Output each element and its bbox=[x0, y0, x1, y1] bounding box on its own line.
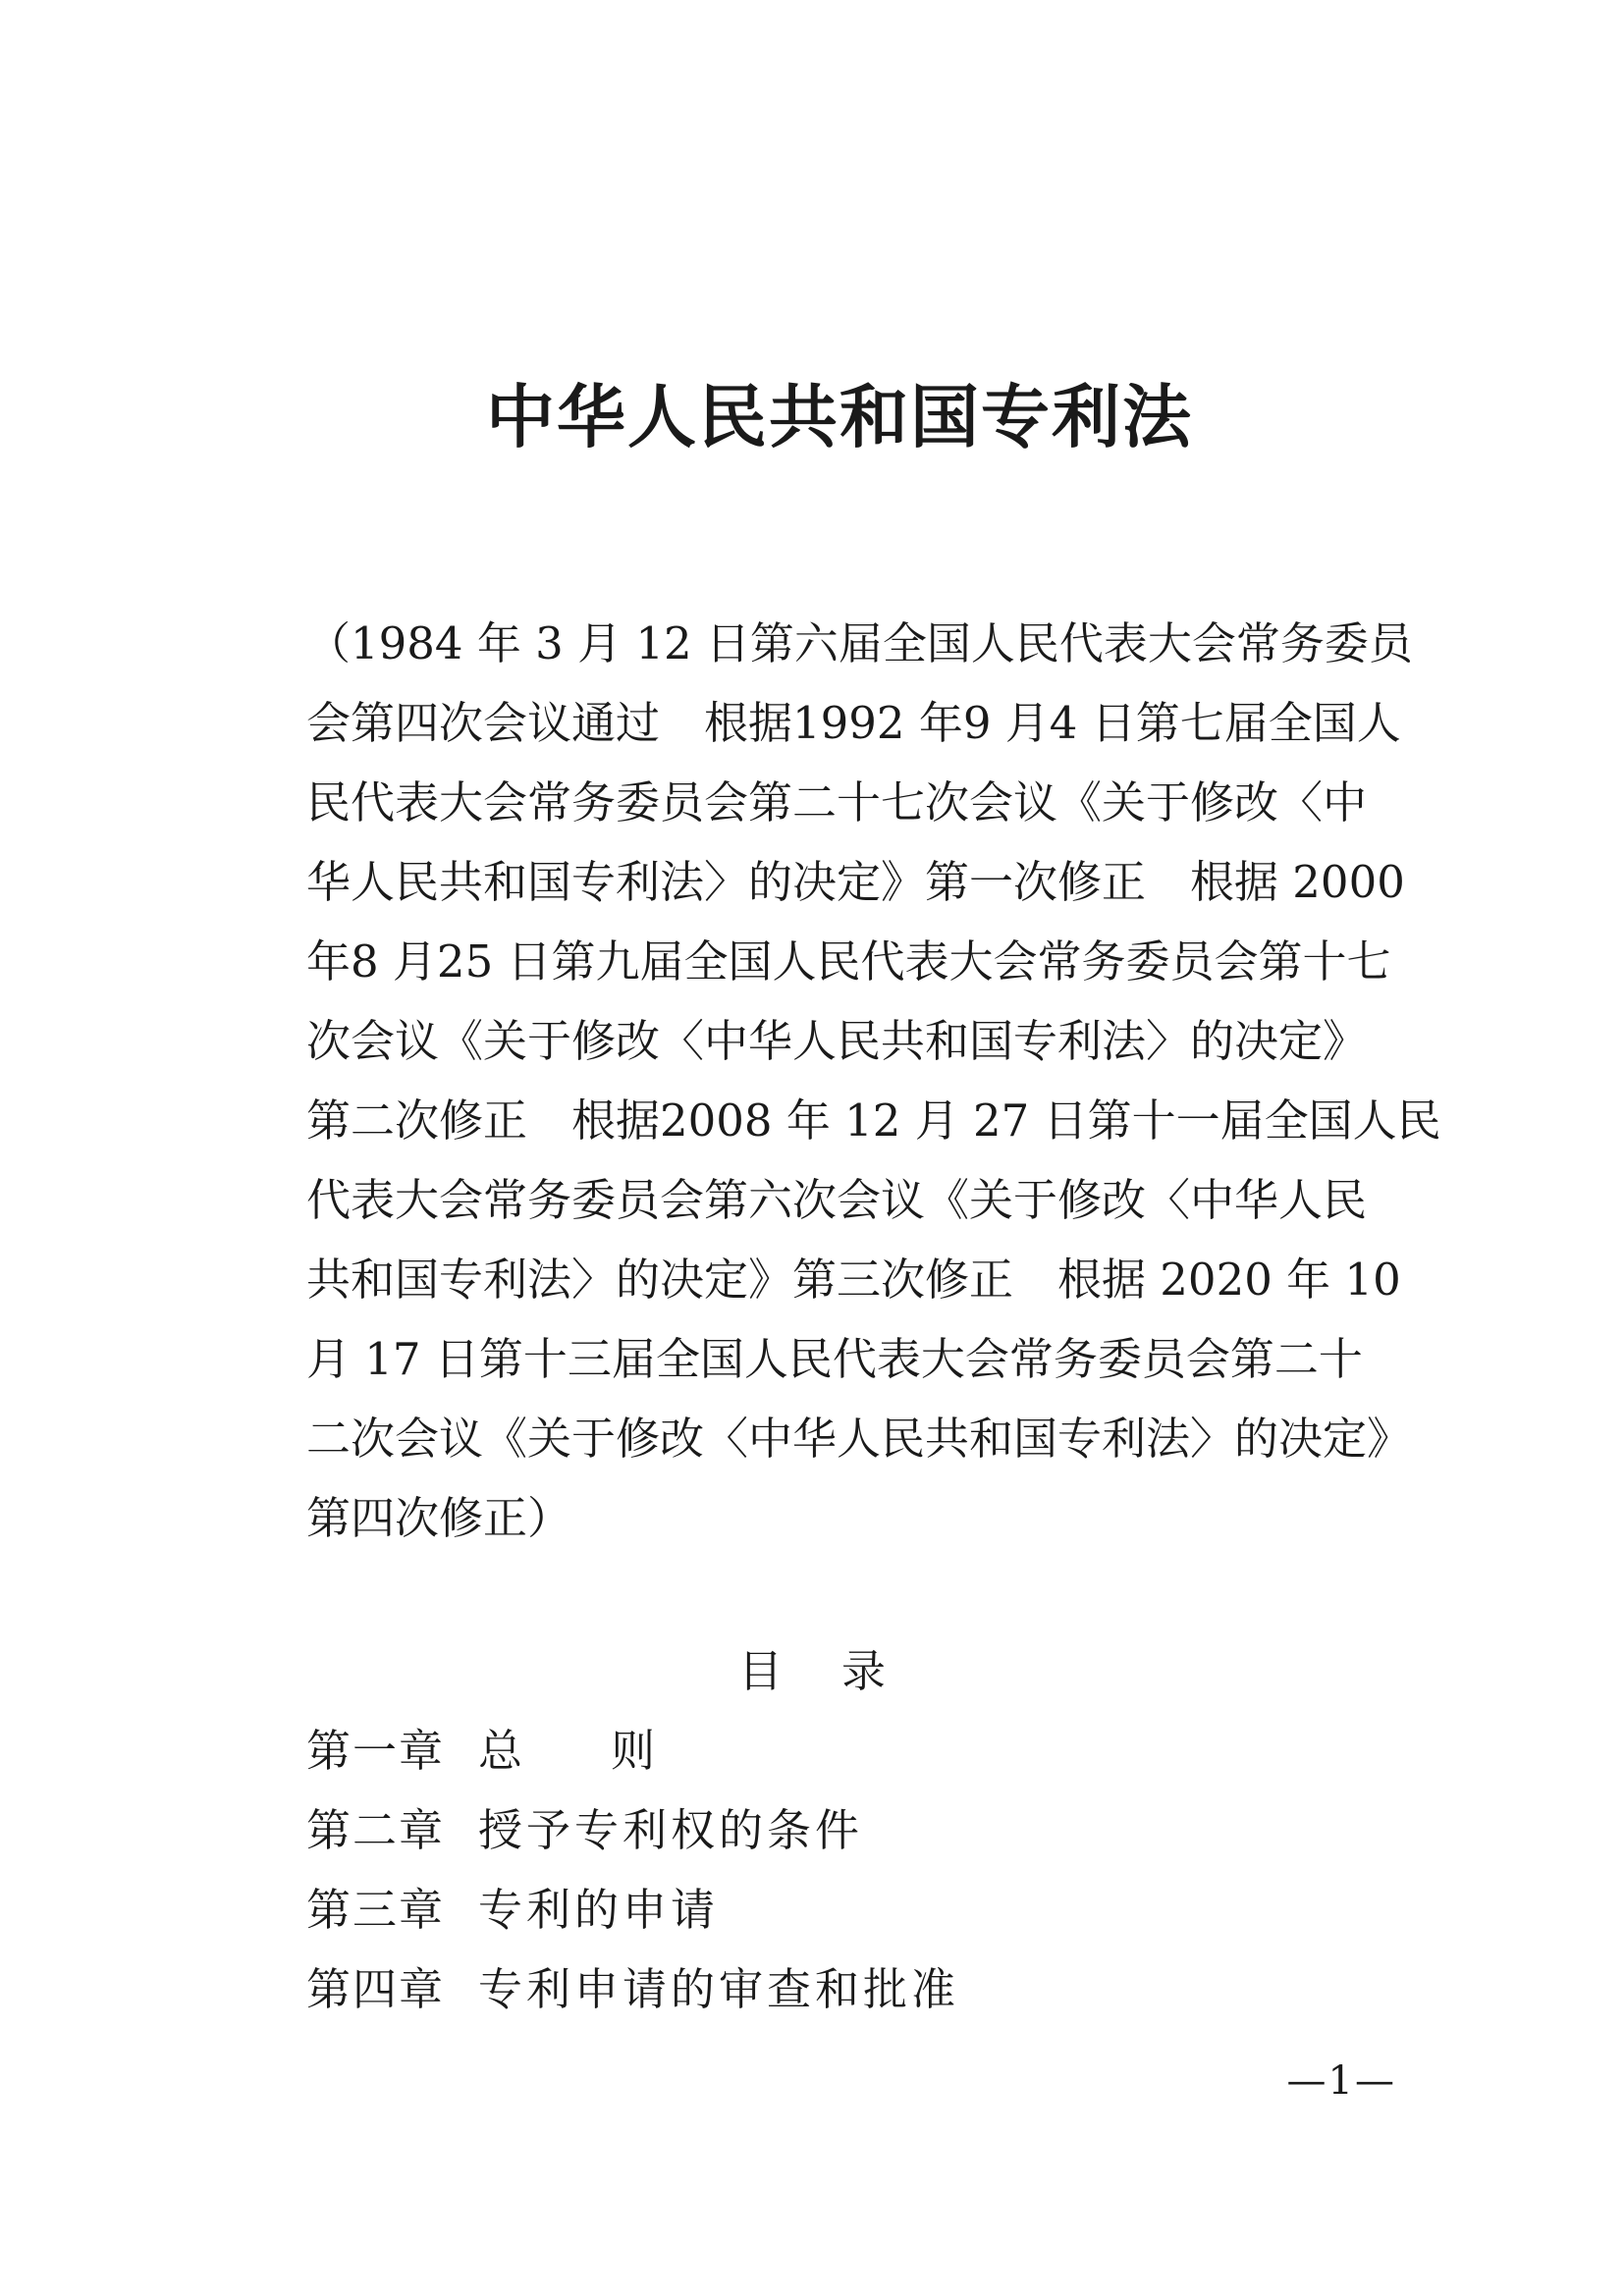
legislative-history-preamble bbox=[306, 604, 1441, 1558]
preamble-line: 年8 月25 日第九届全国人民代表大会常务委员会第十七 bbox=[306, 935, 1391, 988]
document-title: 中华人民共和国专利法 bbox=[486, 377, 1193, 457]
toc-item bbox=[306, 1949, 1357, 2029]
page-number: —1— bbox=[1286, 2058, 1396, 2104]
preamble-line: 会第四次会议通过 根据1992 年9 月4 日第七届全国人 bbox=[306, 697, 1401, 749]
preamble-line: 第四次修正） bbox=[306, 1492, 572, 1544]
preamble-line: 民代表大会常务委员会第二十七次会议《关于修改〈中 bbox=[306, 776, 1368, 828]
table-of-contents-heading: 目录 bbox=[737, 1645, 945, 1697]
preamble-line: 共和国专利法〉的决定》第三次修正 根据 2020 年 10 bbox=[306, 1254, 1401, 1306]
table-of-contents bbox=[306, 1711, 1357, 2029]
toc-chapter-number: 第一章 bbox=[306, 1725, 446, 1777]
toc-chapter-number: 第二章 bbox=[306, 1804, 446, 1856]
toc-item bbox=[306, 1790, 1357, 1870]
preamble-line: （1984 年 3 月 12 日第六届全国人民代表大会常务委员 bbox=[306, 617, 1413, 669]
toc-item bbox=[306, 1870, 1357, 1949]
toc-chapter-title: 专利的申请 bbox=[478, 1884, 720, 1936]
preamble-line: 第二次修正 根据2008 年 12 月 27 日第十一届全国人民 bbox=[306, 1095, 1441, 1147]
preamble-line: 二次会议《关于修改〈中华人民共和国专利法〉的决定》 bbox=[306, 1413, 1412, 1465]
toc-chapter-number: 第四章 bbox=[306, 1963, 446, 2015]
preamble-line: 华人民共和国专利法〉的决定》第一次修正 根据 2000 bbox=[306, 856, 1405, 908]
toc-chapter-title: 总则 bbox=[478, 1725, 744, 1777]
preamble-line: 月 17 日第十三届全国人民代表大会常务委员会第二十 bbox=[306, 1333, 1363, 1385]
toc-chapter-title: 专利申请的审查和批准 bbox=[478, 1963, 960, 2015]
toc-chapter-title: 授予专利权的条件 bbox=[478, 1804, 864, 1856]
preamble-line: 次会议《关于修改〈中华人民共和国专利法〉的决定》 bbox=[306, 1015, 1368, 1067]
toc-item bbox=[306, 1711, 1357, 1790]
preamble-line: 代表大会常务委员会第六次会议《关于修改〈中华人民 bbox=[306, 1174, 1368, 1226]
toc-chapter-number: 第三章 bbox=[306, 1884, 446, 1936]
